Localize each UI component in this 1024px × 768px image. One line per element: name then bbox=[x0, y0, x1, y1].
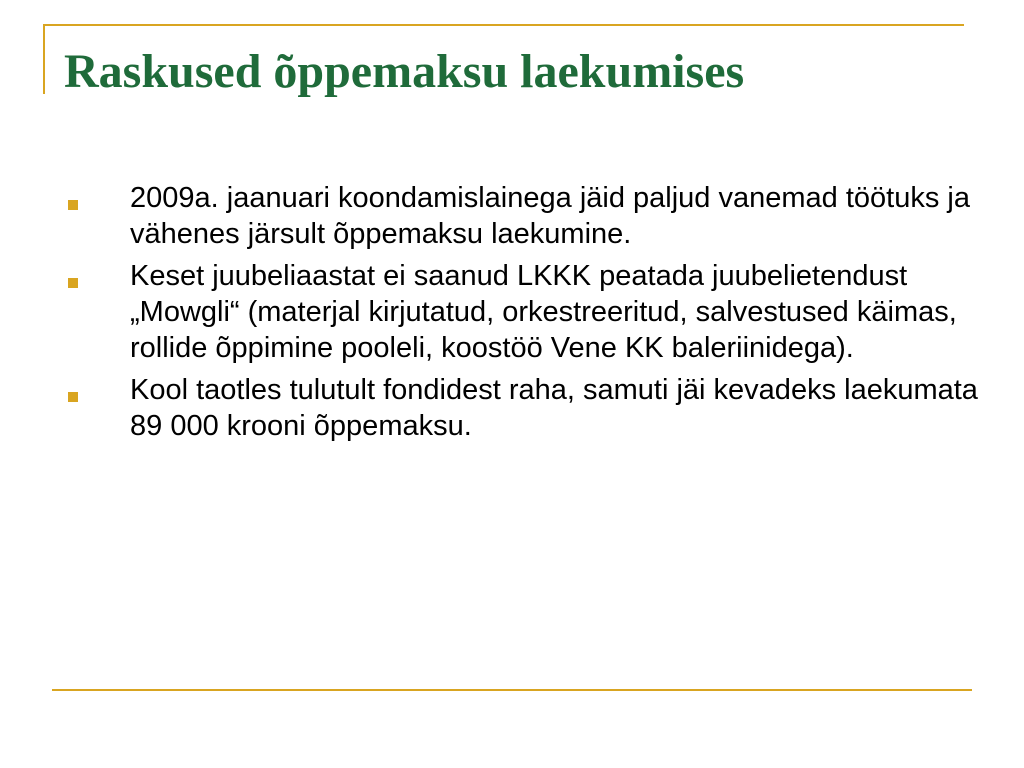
slide-title: Raskused õppemaksu laekumises bbox=[64, 45, 745, 98]
bullet-text: Keset juubeliaastat ei saanud LKKK peatada juubelietendust „Mowgli“ (materjal kirjutatud, orkestreeritud, salvestused käimas, rollide õppimine pooleli, koostöö Vene KK baleriinidega). bbox=[130, 260, 957, 364]
bullet-item bbox=[60, 180, 980, 252]
bullet-text: Kool taotles tulutult fondidest raha, samuti jäi kevadeks laekumata 89 000 krooni õppemaksu. bbox=[130, 374, 978, 442]
square-bullet-icon bbox=[68, 200, 78, 210]
square-bullet-icon bbox=[68, 278, 78, 288]
left-rule bbox=[43, 24, 45, 94]
top-rule bbox=[43, 24, 964, 26]
bullet-text: 2009a. jaanuari koondamislainega jäid paljud vanemad töötuks ja vähenes järsult õppemaksu laekumine. bbox=[130, 182, 970, 250]
bullet-item bbox=[60, 258, 980, 366]
bullet-list bbox=[60, 180, 980, 450]
bottom-rule bbox=[52, 689, 972, 691]
bullet-item bbox=[60, 372, 980, 444]
square-bullet-icon bbox=[68, 392, 78, 402]
